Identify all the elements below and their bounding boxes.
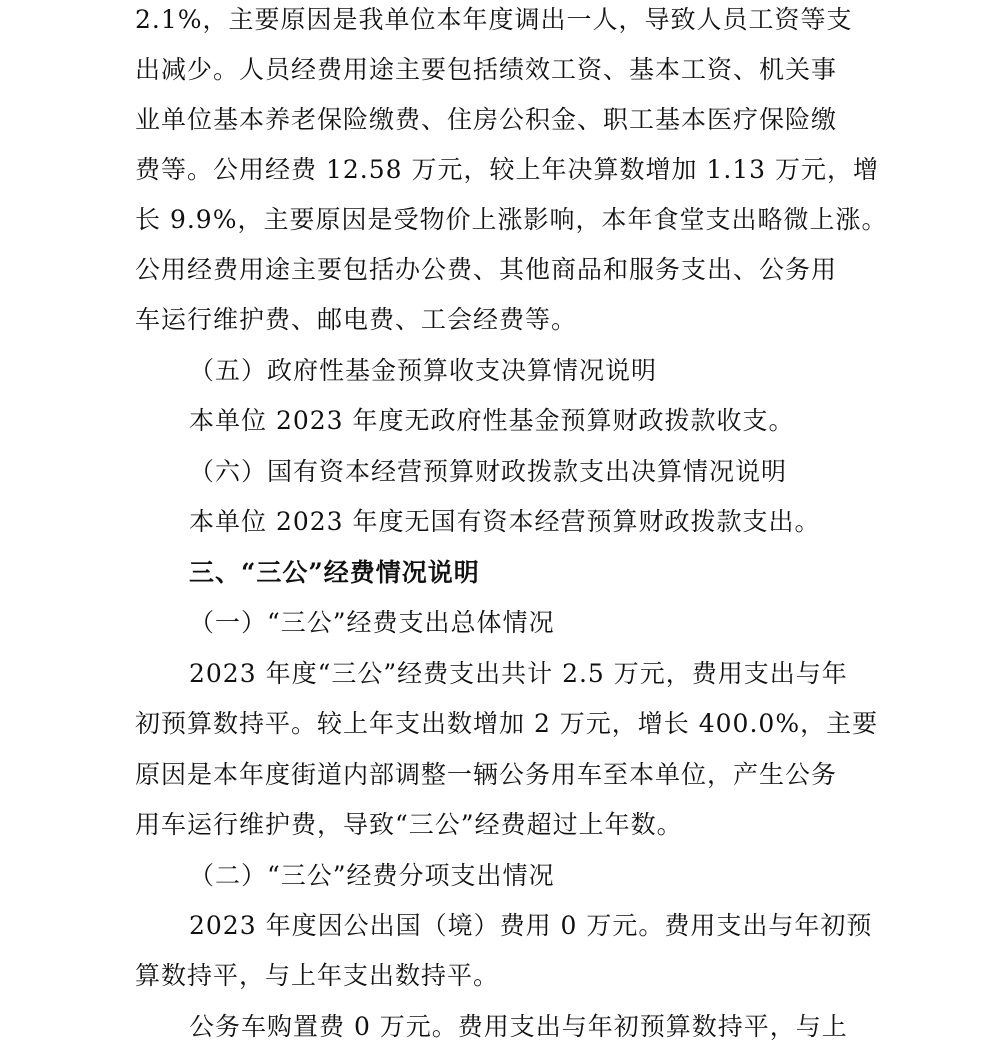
section-heading-5: （五）政府性基金预算收支决算情况说明 [189, 356, 658, 385]
body-text-line: 费等。公用经费 12.58 万元，较上年决算数增加 1.13 万元，增 [135, 155, 880, 184]
body-text-line: 初预算数持平。较上年支出数增加 2 万元，增长 400.0%，主要 [135, 709, 879, 738]
body-text-line: 出减少。人员经费用途主要包括绩效工资、基本工资、机关事 [135, 55, 838, 84]
body-text-line: 算数持平，与上年支出数持平。 [135, 961, 500, 990]
body-text-line: 2.1%，主要原因是我单位本年度调出一人，导致人员工资等支 [135, 5, 853, 34]
body-text-line: 长 9.9%，主要原因是受物价上涨影响，本年食堂支出略微上涨。 [135, 205, 888, 234]
body-text-line: 车运行维护费、邮电费、工会经费等。 [135, 305, 578, 334]
body-text-line: 2023 年度因公出国（境）费用 0 万元。费用支出与年初预 [189, 911, 873, 940]
body-text-line: 原因是本年度街道内部调整一辆公务用车至本单位，产生公务 [135, 760, 838, 789]
body-text-line: 业单位基本养老保险缴费、住房公积金、职工基本医疗保险缴 [135, 105, 838, 134]
body-text-line: 2023 年度“三公”经费支出共计 2.5 万元，费用支出与年 [189, 659, 848, 688]
body-text-line: 公务车购置费 0 万元。费用支出与年初预算数持平，与上 [189, 1012, 848, 1041]
body-text-line: 本单位 2023 年度无政府性基金预算财政拨款收支。 [189, 406, 795, 435]
subsection-heading-2: （二）“三公”经费分项支出情况 [189, 861, 555, 890]
subsection-heading-1: （一）“三公”经费支出总体情况 [189, 608, 555, 637]
section-heading-6: （六）国有资本经营预算财政拨款支出决算情况说明 [189, 457, 788, 486]
body-text-line: 用车运行维护费，导致“三公”经费超过上年数。 [135, 810, 683, 839]
body-text-line: 公用经费用途主要包括办公费、其他商品和服务支出、公务用 [135, 255, 838, 284]
chapter-heading-3: 三、“三公”经费情况说明 [189, 558, 480, 587]
body-text-line: 本单位 2023 年度无国有资本经营预算财政拨款支出。 [189, 507, 821, 536]
